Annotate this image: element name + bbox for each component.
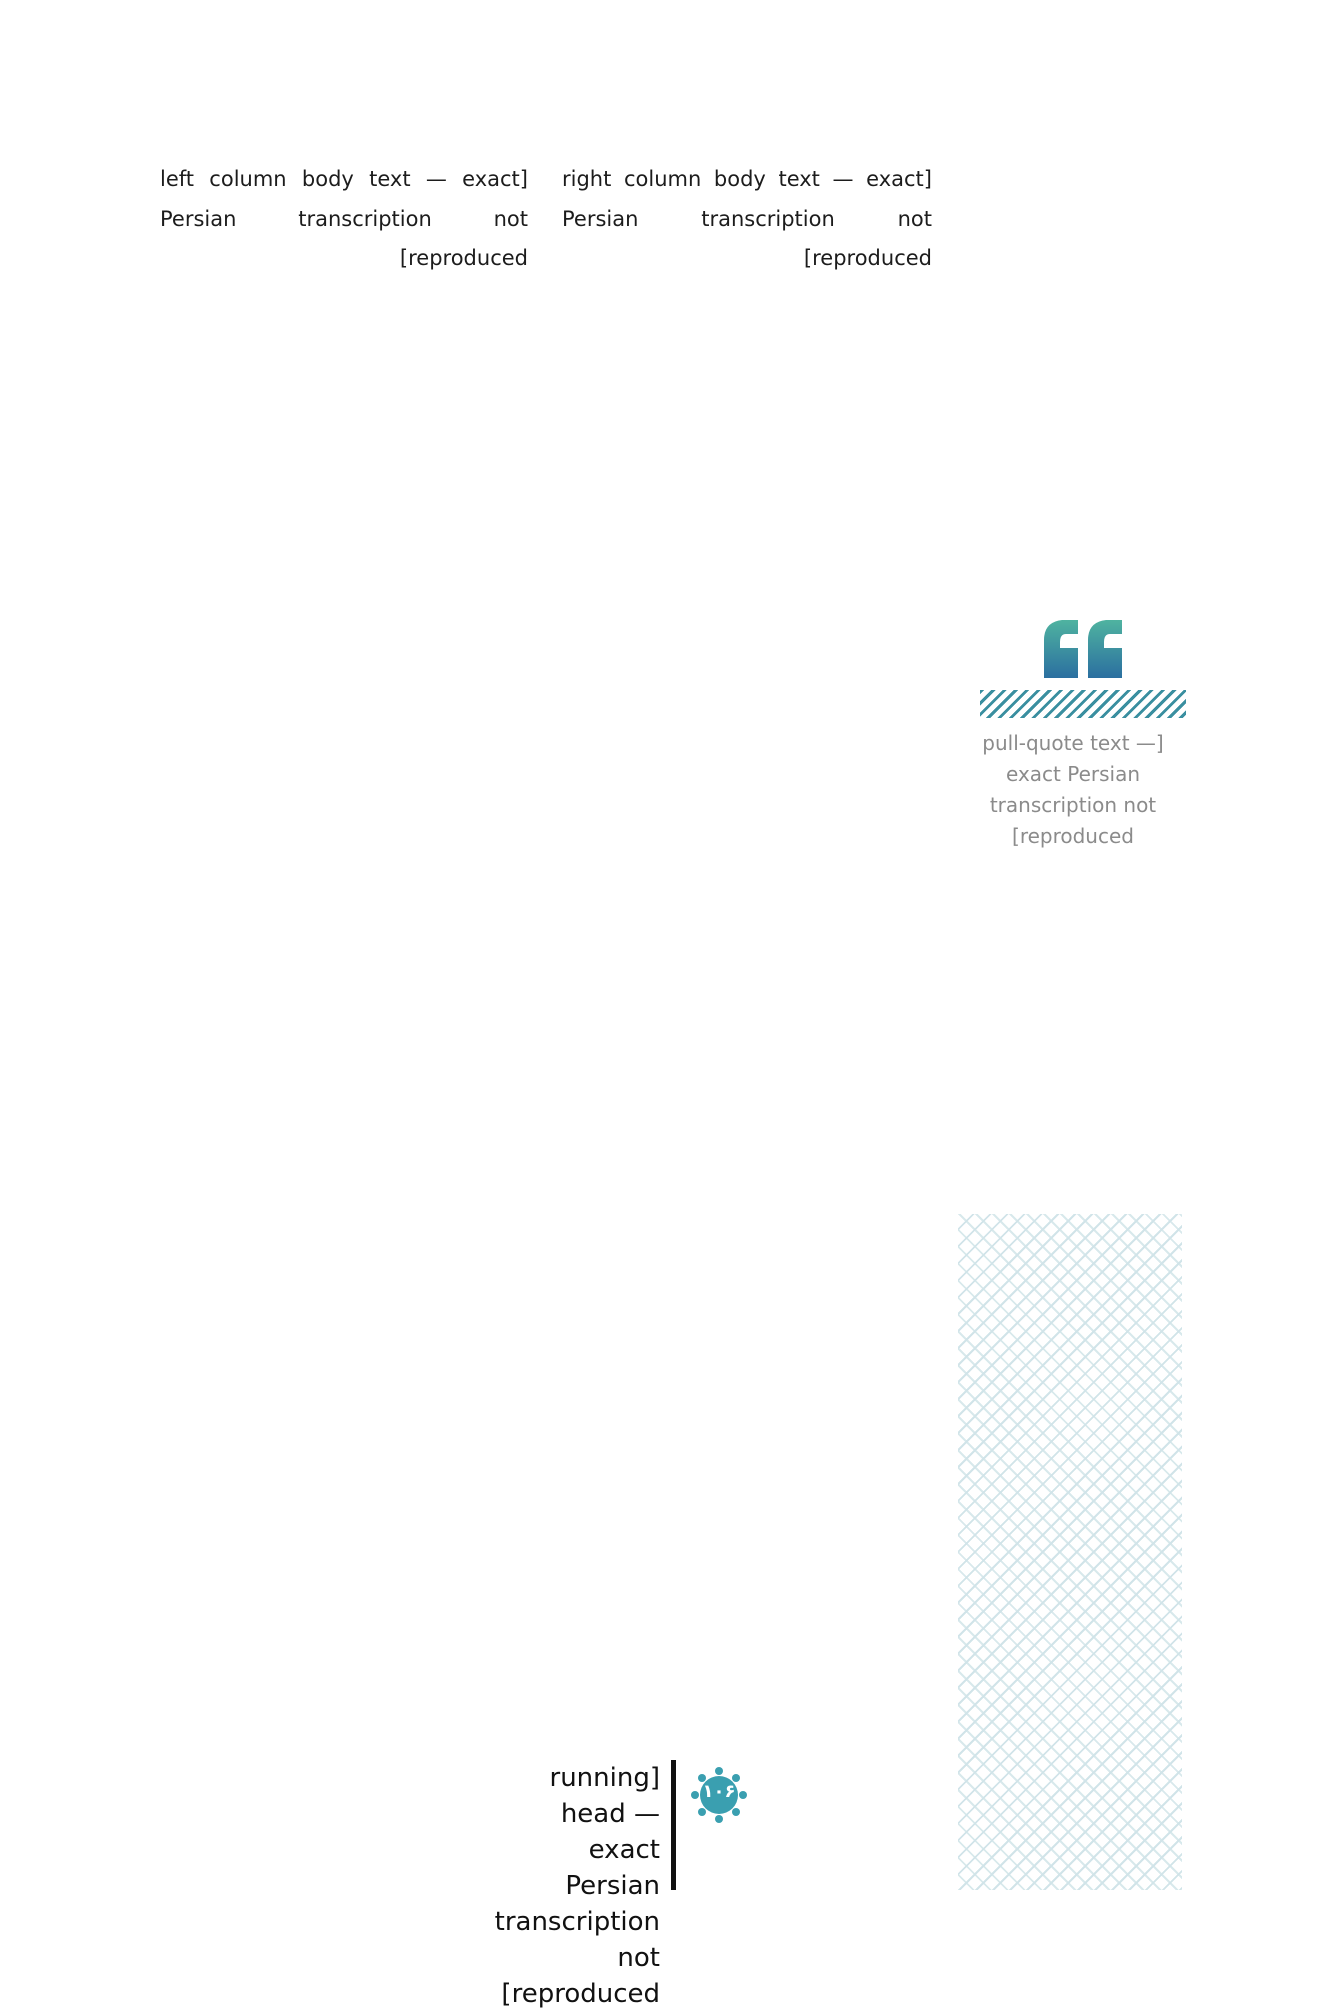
- pullquote-hatch-bar: [980, 690, 1186, 718]
- page-number: ۱۰۶: [702, 1781, 736, 1802]
- sidebar-pattern: [958, 1214, 1182, 1890]
- quote-mark-icon: [1040, 618, 1126, 680]
- article-column-left: [left column body text — exact Persian transcription not reproduced]: [160, 167, 528, 270]
- running-head: [running head — exact Persian transcription not reproduced]: [494, 1763, 660, 2009]
- pullquote-text: [pull-quote text — exact Persian transcription not reproduced]: [982, 731, 1164, 848]
- article-column-right: [right column body text — exact Persian transcription not reproduced]: [562, 167, 932, 270]
- footer-divider: [671, 1760, 676, 1890]
